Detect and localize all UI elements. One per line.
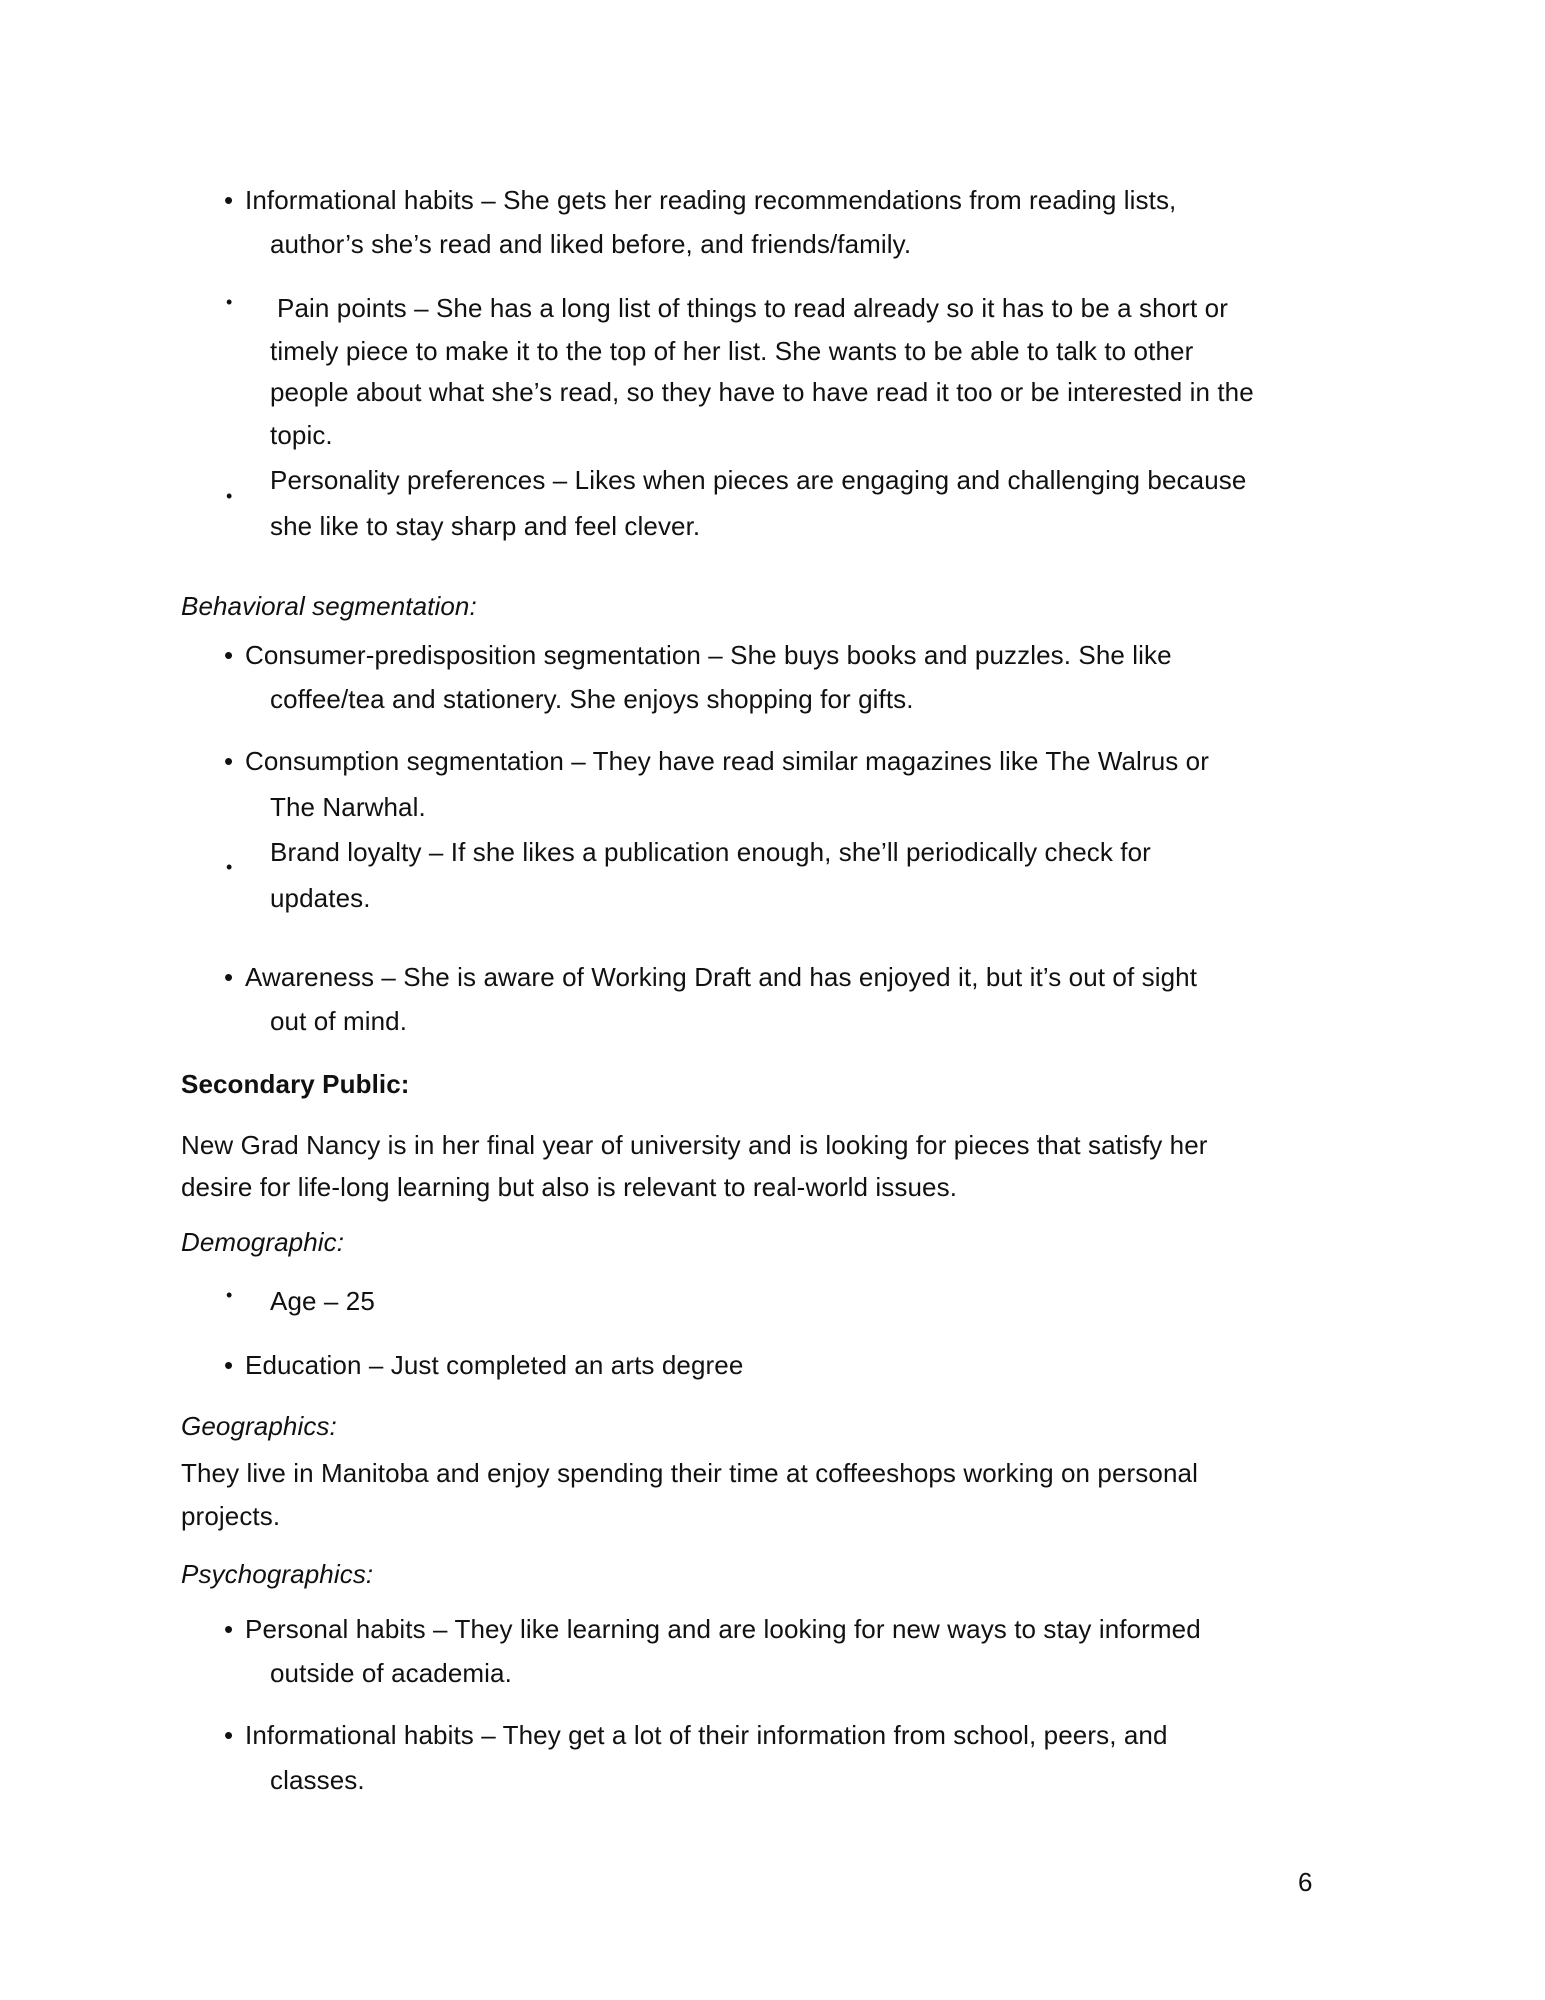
list-item-text: Brand loyalty – If she likes a publication enough, she’ll periodically check for bbox=[270, 837, 1151, 867]
geographics-line: projects. bbox=[181, 1501, 281, 1531]
list-item-text: Age – 25 bbox=[270, 1286, 375, 1316]
bullet-icon: • bbox=[226, 292, 233, 312]
list-item-text: outside of academia. bbox=[270, 1658, 512, 1688]
list-item-text: Personality preferences – Likes when pieces are engaging and challenging because bbox=[270, 465, 1247, 495]
geographics-line: They live in Manitoba and enjoy spending their time at coffeeshops working on personal bbox=[181, 1458, 1198, 1488]
bullet-icon: • bbox=[226, 486, 233, 506]
list-item-text: timely piece to make it to the top of her list. She wants to be able to talk to other bbox=[270, 336, 1194, 366]
list-item-text: she like to stay sharp and feel clever. bbox=[270, 511, 701, 541]
demographic-heading: Demographic: bbox=[181, 1227, 345, 1257]
bullet-icon: • bbox=[224, 1720, 234, 1750]
bullet-icon: • bbox=[224, 746, 234, 776]
list-item-text: people about what she’s read, so they have to have read it too or be interested in the bbox=[270, 377, 1254, 407]
list-item-text: Awareness – She is aware of Working Draft and has enjoyed it, but it’s out of sight bbox=[245, 962, 1198, 992]
bullet-icon: • bbox=[224, 1614, 234, 1644]
list-item-text: coffee/tea and stationery. She enjoys shopping for gifts. bbox=[270, 684, 914, 714]
bullet-icon: • bbox=[224, 1350, 234, 1380]
secondary-intro-line: desire for life-long learning but also is relevant to real-world issues. bbox=[181, 1172, 958, 1202]
list-item-text: Informational habits – She gets her reading recommendations from reading lists, bbox=[245, 185, 1177, 215]
behavioral-segmentation-heading: Behavioral segmentation: bbox=[181, 591, 477, 621]
bullet-icon: • bbox=[226, 857, 233, 877]
psychographics-heading: Psychographics: bbox=[181, 1559, 374, 1589]
geographics-heading: Geographics: bbox=[181, 1411, 337, 1441]
list-item-text: author’s she’s read and liked before, and friends/family. bbox=[270, 229, 912, 259]
bullet-icon: • bbox=[224, 962, 234, 992]
secondary-public-heading: Secondary Public: bbox=[181, 1069, 410, 1099]
list-item-text: Pain points – She has a long list of things to read already so it has to be a short or bbox=[277, 293, 1228, 323]
bullet-icon: • bbox=[224, 640, 234, 670]
secondary-intro-line: New Grad Nancy is in her final year of university and is looking for pieces that satisfy her bbox=[181, 1130, 1208, 1160]
list-item-text: classes. bbox=[270, 1765, 365, 1795]
list-item-text: Education – Just completed an arts degree bbox=[245, 1350, 744, 1380]
list-item-text: The Narwhal. bbox=[270, 792, 426, 822]
list-item-text: out of mind. bbox=[270, 1006, 408, 1036]
list-item-text: Consumption segmentation – They have read similar magazines like The Walrus or bbox=[245, 746, 1209, 776]
list-item-text: updates. bbox=[270, 883, 371, 913]
list-item-text: topic. bbox=[270, 420, 333, 450]
list-item-text: Informational habits – They get a lot of their information from school, peers, and bbox=[245, 1720, 1168, 1750]
bullet-icon: • bbox=[224, 185, 234, 215]
page-number: 6 bbox=[1298, 1867, 1313, 1897]
bullet-icon: • bbox=[226, 1285, 233, 1305]
list-item-text: Personal habits – They like learning and are looking for new ways to stay informed bbox=[245, 1614, 1201, 1644]
list-item-text: Consumer-predisposition segmentation – She buys books and puzzles. She like bbox=[245, 640, 1172, 670]
